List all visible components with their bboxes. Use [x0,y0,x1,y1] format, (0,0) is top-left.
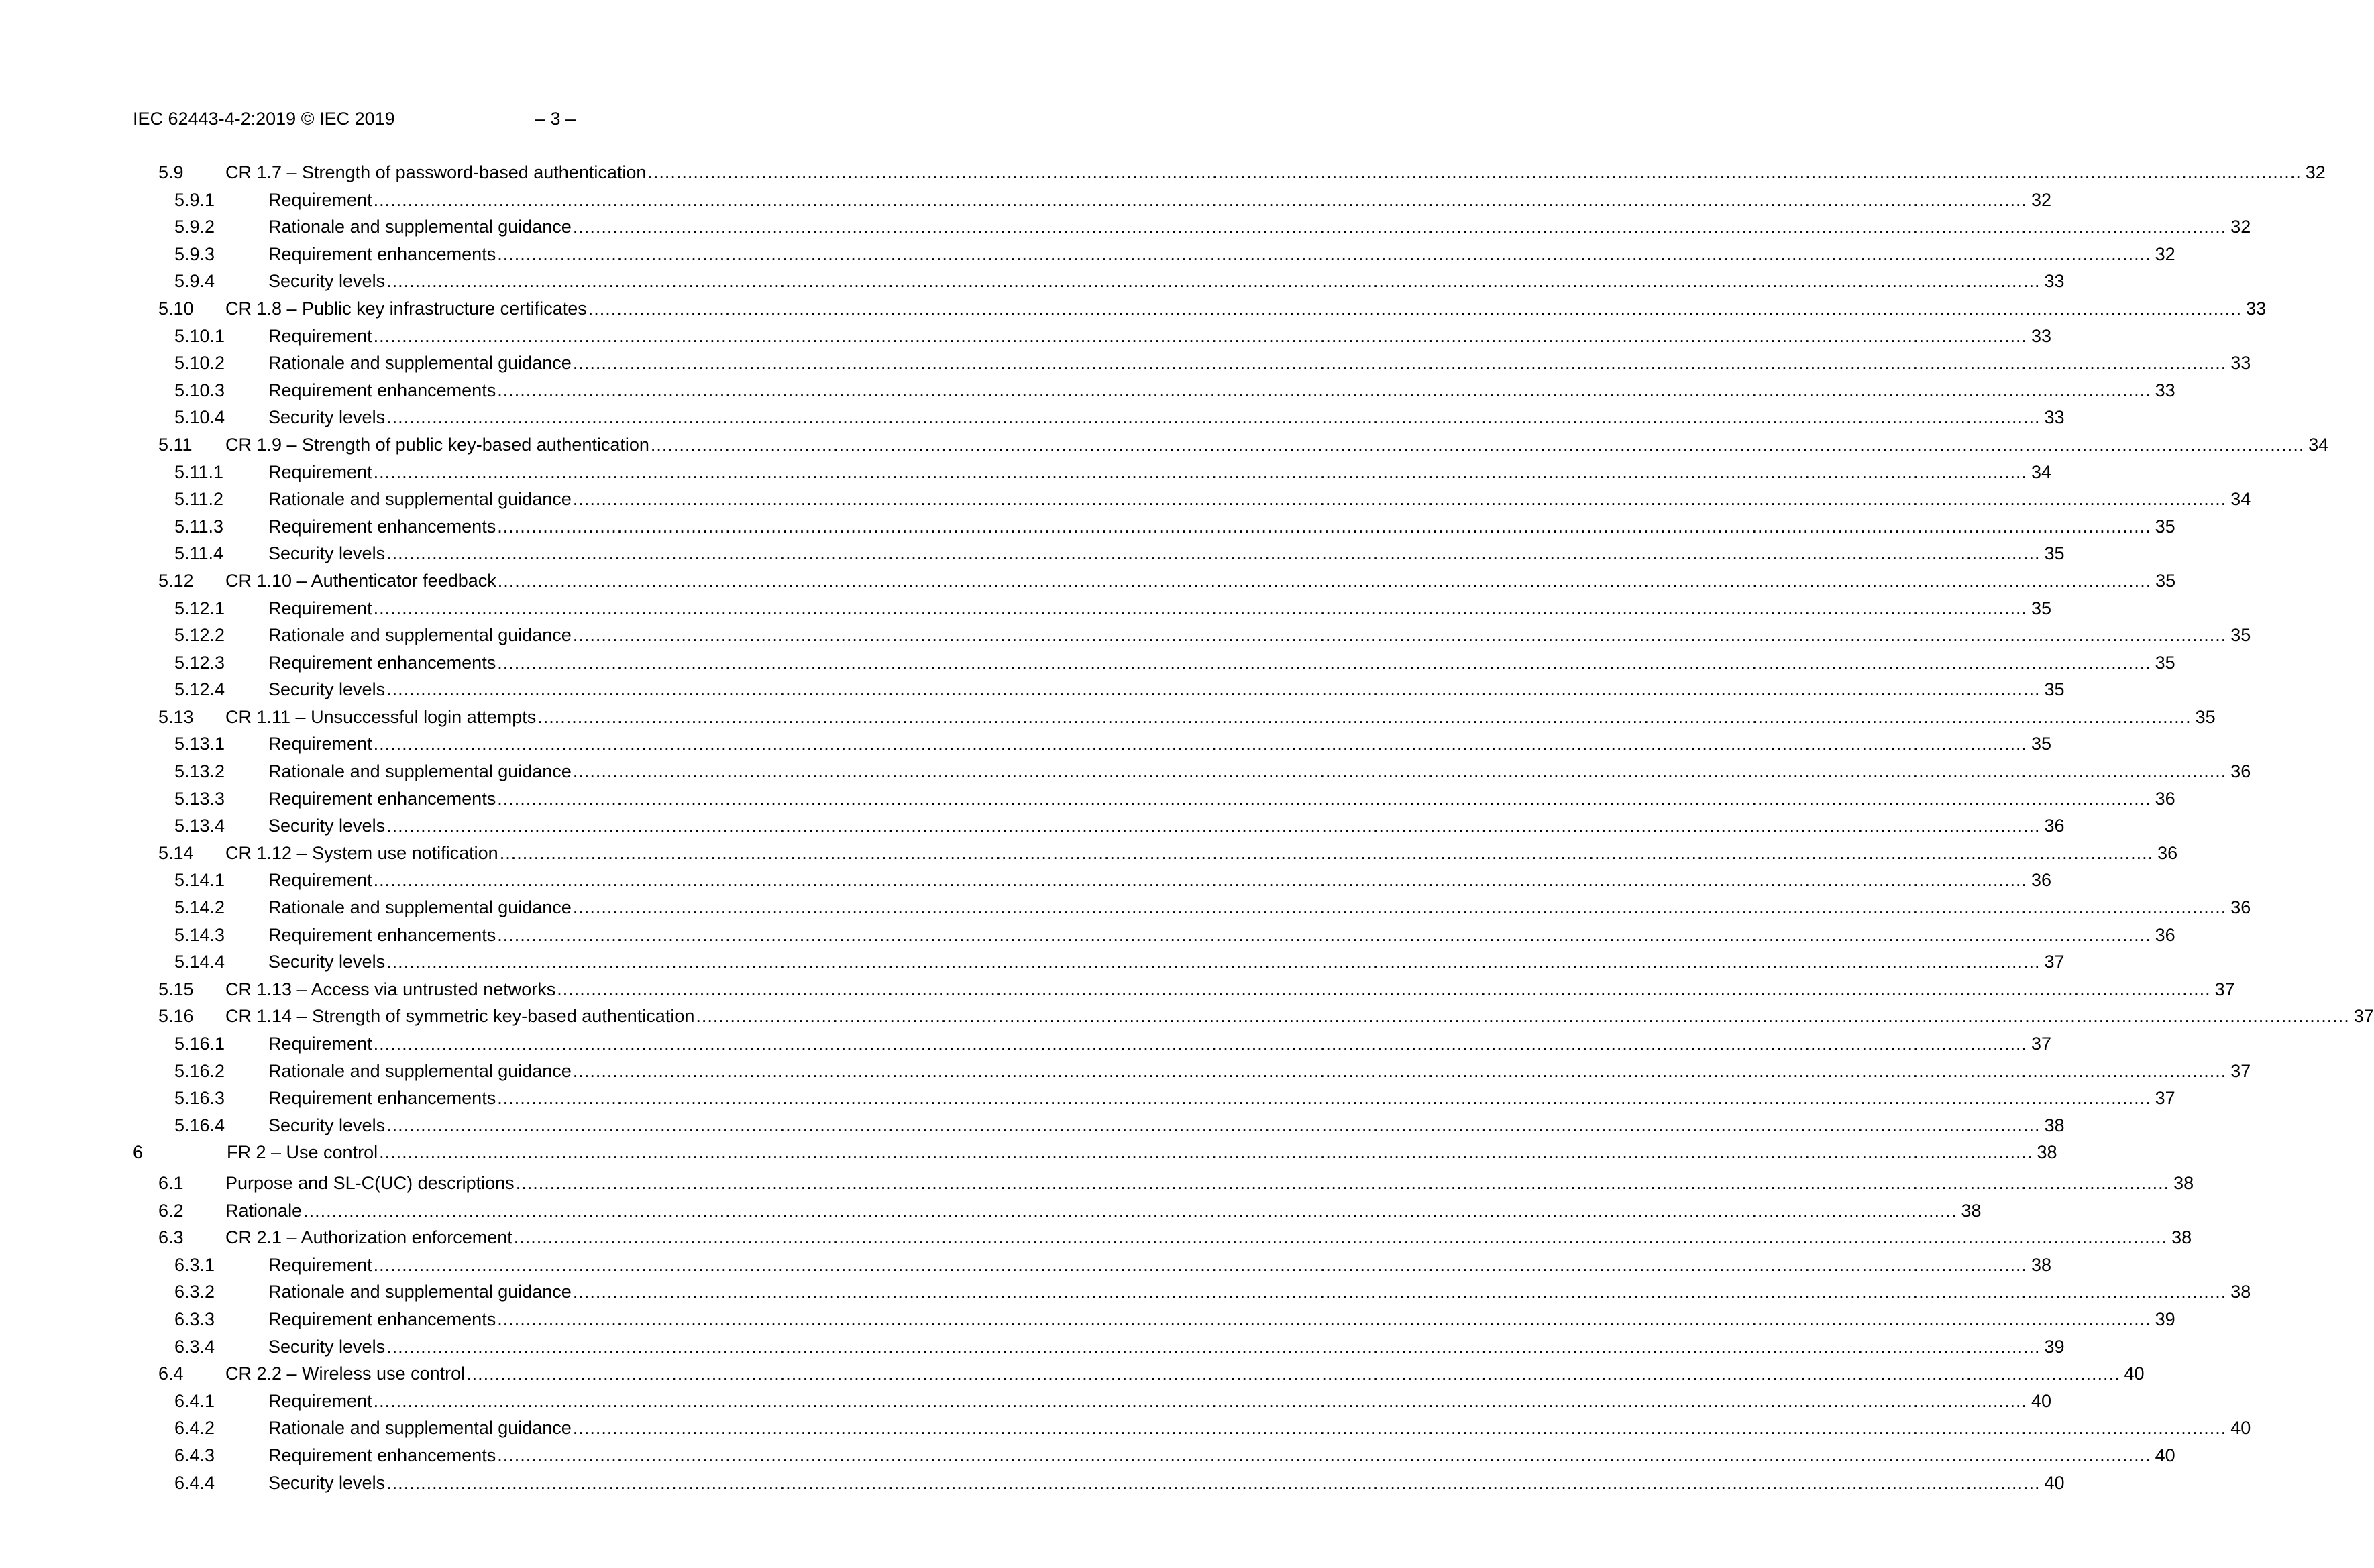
toc-entry-title: Requirement [268,734,372,754]
toc-entry-title: Requirement [268,598,372,618]
toc-entry-number: 6.3 [158,1227,184,1248]
toc-entry[interactable] [133,323,2052,350]
toc-entry-title: Rationale and supplemental guidance [268,1060,572,1081]
toc-entry-page: 39 [2155,1308,2175,1329]
toc-dot-leader [497,241,2151,268]
toc-entry-number: 5.13.1 [174,734,225,754]
toc-dot-leader [374,1388,2027,1414]
toc-entry-title: Requirement [268,870,372,891]
toc-dot-leader [696,1003,2349,1029]
toc-entry[interactable] [133,1251,2052,1279]
toc-entry-number: 5.10.2 [174,353,225,374]
toc-entry[interactable] [133,295,2267,323]
toc-entry-title: Requirement [268,1254,372,1275]
toc-dot-leader [647,159,2301,186]
toc-dot-leader [588,295,2242,322]
toc-dot-leader [573,349,2226,376]
toc-entry-title: Requirement enhancements [268,1088,496,1109]
toc-entry-number: 5.16.4 [174,1115,225,1135]
toc-entry-page: 35 [2031,734,2052,754]
toc-entry-title: Requirement [268,325,372,346]
toc-entry-title: Security levels [268,1472,386,1493]
toc-dot-leader [573,1058,2226,1084]
toc-entry-number: 5.11.3 [174,516,224,537]
toc-entry[interactable] [133,1469,2065,1497]
toc-dot-leader [374,1251,2027,1278]
toc-entry-page: 36 [2230,761,2251,782]
toc-entry-number: 5.13.4 [174,816,225,836]
toc-entry-page: 33 [2246,298,2267,319]
toc-entry[interactable] [133,486,2251,513]
toc-entry[interactable] [133,785,2175,813]
toc-entry[interactable] [133,976,2235,1003]
toc-entry-number: 5.12.4 [174,679,225,700]
toc-entry-page: 36 [2230,897,2251,918]
toc-entry-title: Security levels [268,407,386,428]
toc-entry-title: CR 1.7 – Strength of password-based authentication [225,162,647,182]
toc-entry-number: 5.16.3 [174,1088,225,1109]
toc-dot-leader [374,186,2027,213]
toc-entry[interactable] [133,1360,2145,1388]
toc-entry[interactable] [133,1084,2175,1112]
toc-entry-title: Requirement enhancements [268,788,496,809]
toc-entry[interactable] [133,540,2065,567]
toc-entry[interactable] [133,268,2065,295]
toc-entry[interactable] [133,894,2251,921]
toc-entry[interactable] [133,567,2176,595]
toc-entry-page: 37 [2031,1033,2052,1054]
toc-entry-number: 5.16.1 [174,1033,225,1054]
toc-entry-page: 33 [2155,380,2175,400]
toc-dot-leader [537,704,2191,730]
toc-entry-number: 5.14 [158,842,194,863]
toc-entry-title: CR 1.10 – Authenticator feedback [225,570,496,591]
toc-dot-leader [497,921,2151,948]
toc-dot-leader [379,1139,2033,1166]
toc-dot-leader [516,1170,2169,1196]
toc-dot-leader [374,459,2027,486]
toc-entry[interactable] [133,241,2175,268]
toc-dot-leader [573,622,2226,649]
toc-entry-number: 6.2 [158,1200,184,1221]
toc-entry[interactable] [133,1278,2251,1306]
toc-entry-number: 5.15 [158,978,194,999]
toc-entry-page: 37 [2214,978,2235,999]
toc-entry-title: CR 2.2 – Wireless use control [225,1363,466,1384]
toc-entry-number: 5.16.2 [174,1060,225,1081]
toc-entry[interactable] [133,513,2175,541]
toc-dot-leader [573,1278,2226,1305]
toc-entry-page: 37 [2230,1060,2251,1081]
toc-entry-title: Requirement [268,1390,372,1411]
toc-dot-leader [497,1084,2151,1111]
toc-entry-title: Security levels [268,1336,386,1357]
toc-entry-page: 40 [2155,1445,2175,1465]
toc-entry-page: 32 [2155,243,2175,264]
toc-entry-title: Requirement [268,189,372,210]
toc-entry-number: 5.9 [158,162,184,182]
toc-entry-title: Rationale and supplemental guidance [268,353,572,374]
toc-dot-leader [303,1197,1957,1224]
toc-dot-leader [386,1112,2040,1139]
toc-entry-page: 38 [2031,1254,2052,1275]
toc-dot-leader [573,486,2226,512]
toc-entry-number: 5.11.2 [174,489,224,510]
toc-entry-number: 5.12.2 [174,625,225,646]
toc-entry-title: Security levels [268,1115,386,1135]
toc-entry-page: 40 [2044,1472,2065,1493]
toc-entry-page: 35 [2044,679,2065,700]
toc-entry-title: CR 2.1 – Authorization enforcement [225,1227,512,1248]
toc-entry-page: 35 [2230,625,2251,646]
toc-entry-page: 32 [2031,189,2052,210]
toc-entry-title: Requirement enhancements [268,380,496,400]
toc-entry[interactable] [133,1112,2065,1139]
toc-entry-number: 6.4.2 [174,1418,215,1439]
toc-entry-page: 32 [2305,162,2326,182]
toc-entry-page: 40 [2031,1390,2052,1411]
toc-entry-title: CR 1.14 – Strength of symmetric key-based authentication [225,1006,695,1027]
toc-entry-number: 6.4.3 [174,1445,215,1465]
toc-entry[interactable] [133,186,2052,214]
toc-dot-leader [557,976,2210,1003]
toc-entry[interactable] [133,1306,2175,1333]
toc-entry-number: 6.3.4 [174,1336,215,1357]
toc-dot-leader [514,1224,2167,1251]
toc-dot-leader [386,268,2040,294]
toc-entry-page: 33 [2044,407,2065,428]
toc-entry[interactable] [133,704,2216,731]
toc-dot-leader [497,1306,2151,1333]
toc-entry-page: 38 [1961,1200,1982,1221]
toc-entry[interactable] [133,431,2329,459]
toc-entry[interactable] [133,595,2052,622]
toc-entry-number: 5.9.2 [174,217,215,237]
toc-entry-number: 5.13 [158,706,194,727]
toc-dot-leader [386,1333,2040,1360]
toc-entry-page: 34 [2031,461,2052,482]
toc-entry[interactable] [133,1414,2251,1442]
toc-entry-title: Rationale and supplemental guidance [268,625,572,646]
toc-entry-title: Security levels [268,271,386,292]
toc-entry-number: 5.12 [158,570,194,591]
toc-entry-number: 5.13.2 [174,761,225,782]
toc-dot-leader [497,513,2151,540]
toc-entry-title: CR 1.8 – Public key infrastructure certificates [225,298,587,319]
toc-entry[interactable] [133,349,2251,377]
toc-entry[interactable] [133,1170,2194,1197]
toc-entry-number: 5.12.3 [174,652,225,673]
toc-entry[interactable] [133,1003,2374,1030]
toc-entry-page: 38 [2171,1227,2192,1248]
toc-dot-leader [374,730,2027,757]
toc-entry-number: 5.10 [158,298,194,319]
toc-entry-number: 6.4 [158,1363,184,1384]
document-identifier: IEC 62443-4-2:2019 © IEC 2019 [133,109,395,129]
toc-dot-leader [497,785,2151,812]
toc-entry-title: Security levels [268,952,386,972]
toc-entry-page: 35 [2031,598,2052,618]
toc-entry[interactable] [133,1224,2192,1251]
toc-entry-number: 5.12.1 [174,598,225,618]
toc-entry-title: Rationale and supplemental guidance [268,489,572,510]
toc-entry[interactable] [133,1058,2251,1085]
page-header [133,107,602,130]
toc-entry-number: 5.16 [158,1006,194,1027]
toc-entry-number: 5.13.3 [174,788,225,809]
toc-entry-number: 5.10.3 [174,380,225,400]
toc-entry-page: 36 [2031,870,2052,891]
toc-entry-page: 39 [2044,1336,2065,1357]
toc-entry-title: Rationale and supplemental guidance [268,217,572,237]
toc-dot-leader [573,1414,2226,1441]
toc-entry-page: 38 [2173,1172,2194,1193]
toc-entry-title: CR 1.11 – Unsuccessful login attempts [225,706,537,727]
toc-dot-leader [386,1469,2040,1496]
toc-entry-page: 36 [2157,842,2178,863]
toc-entry-page: 34 [2230,489,2251,510]
toc-entry-page: 37 [2044,952,2065,972]
toc-entry-page: 36 [2044,816,2065,836]
toc-entry-page: 35 [2195,706,2216,727]
toc-entry-page: 37 [2353,1006,2374,1027]
toc-entry-page: 40 [2124,1363,2145,1384]
toc-entry-number: 6.4.4 [174,1472,215,1493]
toc-entry-title: Requirement enhancements [268,1445,496,1465]
toc-dot-leader [497,377,2151,404]
toc-entry-page: 33 [2230,353,2251,374]
toc-dot-leader [466,1360,2120,1387]
toc-entry-title: Requirement enhancements [268,652,496,673]
toc-entry-title: CR 1.13 – Access via untrusted networks [225,978,556,999]
toc-entry-title: Rationale and supplemental guidance [268,897,572,918]
toc-entry-page: 36 [2155,924,2175,945]
toc-entry[interactable] [133,459,2052,486]
toc-entry-page: 35 [2155,516,2175,537]
toc-entry-number: 6 [133,1142,144,1163]
toc-entry-title: Rationale [225,1200,303,1221]
toc-dot-leader [497,649,2151,676]
toc-entry[interactable] [133,676,2065,704]
toc-entry-title: Requirement enhancements [268,924,496,945]
toc-entry-page: 38 [2230,1282,2251,1302]
toc-entry-title: Requirement enhancements [268,243,496,264]
toc-dot-leader [374,1030,2027,1057]
toc-entry-number: 5.14.2 [174,897,225,918]
toc-dot-leader [498,567,2151,594]
toc-entry-number: 5.11.4 [174,543,224,564]
table-of-contents [133,159,2374,1496]
toc-entry-title: CR 1.12 – System use notification [225,842,498,863]
toc-entry[interactable] [133,840,2178,867]
toc-entry-page: 35 [2155,570,2176,591]
toc-dot-leader [386,948,2040,975]
toc-dot-leader [386,812,2040,839]
toc-dot-leader [386,540,2040,567]
toc-dot-leader [651,431,2304,458]
toc-dot-leader [374,866,2027,893]
toc-entry-title: Requirement enhancements [268,1308,496,1329]
toc-entry-number: 5.9.1 [174,189,215,210]
toc-dot-leader [500,840,2153,866]
toc-entry-title: Rationale and supplemental guidance [268,761,572,782]
toc-entry-number: 5.10.4 [174,407,225,428]
toc-entry[interactable] [133,213,2251,241]
page-number: – 3 – [535,109,576,129]
toc-entry-number: 6.1 [158,1172,184,1193]
toc-entry-title: Requirement [268,1033,372,1054]
toc-entry[interactable] [133,1333,2065,1361]
toc-entry-title: CR 1.9 – Strength of public key-based authentication [225,434,649,455]
toc-entry-number: 5.14.1 [174,870,225,891]
toc-entry[interactable] [133,159,2326,186]
toc-entry[interactable] [133,948,2065,976]
toc-entry-number: 5.11.1 [174,461,224,482]
toc-entry[interactable] [133,649,2175,677]
toc-dot-leader [573,758,2226,785]
toc-entry-page: 35 [2155,652,2175,673]
toc-entry[interactable] [133,1139,2057,1166]
toc-entry-number: 5.11 [158,434,193,455]
toc-entry-title: Security levels [268,543,386,564]
toc-dot-leader [573,894,2226,921]
toc-entry[interactable] [133,1030,2052,1058]
toc-entry[interactable] [133,404,2065,431]
toc-entry-page: 38 [2044,1115,2065,1135]
toc-entry-number: 5.14.4 [174,952,225,972]
toc-dot-leader [374,595,2027,622]
toc-entry[interactable] [133,622,2251,649]
toc-entry-title: Security levels [268,679,386,700]
toc-entry-number: 5.10.1 [174,325,225,346]
toc-entry[interactable] [133,812,2065,840]
toc-entry-title: Security levels [268,816,386,836]
toc-dot-leader [374,323,2027,349]
toc-entry-number: 5.9.4 [174,271,215,292]
toc-entry-number: 5.9.3 [174,243,215,264]
toc-entry[interactable] [133,921,2175,949]
toc-entry-title: Requirement enhancements [268,516,496,537]
toc-entry-page: 40 [2230,1418,2251,1439]
toc-entry-page: 33 [2031,325,2052,346]
toc-entry-page: 38 [2037,1142,2057,1163]
toc-entry-title: FR 2 – Use control [227,1142,378,1163]
toc-entry-title: Rationale and supplemental guidance [268,1282,572,1302]
toc-entry-page: 34 [2308,434,2329,455]
toc-entry-title: Purpose and SL-C(UC) descriptions [225,1172,515,1193]
toc-entry-page: 33 [2044,271,2065,292]
toc-dot-leader [573,213,2226,240]
toc-entry[interactable] [133,758,2251,785]
toc-dot-leader [386,676,2040,703]
toc-entry[interactable] [133,1442,2175,1469]
toc-entry-page: 36 [2155,788,2175,809]
toc-entry[interactable] [133,730,2052,758]
toc-entry-number: 6.3.3 [174,1308,215,1329]
toc-entry[interactable] [133,1388,2052,1415]
toc-entry[interactable] [133,1197,1982,1225]
toc-dot-leader [386,404,2040,431]
toc-entry[interactable] [133,377,2175,404]
toc-entry-title: Rationale and supplemental guidance [268,1418,572,1439]
toc-entry-number: 6.3.2 [174,1282,215,1302]
toc-entry-title: Requirement [268,461,372,482]
toc-entry-page: 32 [2230,217,2251,237]
toc-entry-number: 5.14.3 [174,924,225,945]
toc-entry-number: 6.4.1 [174,1390,215,1411]
toc-dot-leader [497,1442,2151,1469]
toc-entry-page: 37 [2155,1088,2175,1109]
toc-entry[interactable] [133,866,2052,894]
toc-entry-page: 35 [2044,543,2065,564]
toc-entry-number: 6.3.1 [174,1254,215,1275]
